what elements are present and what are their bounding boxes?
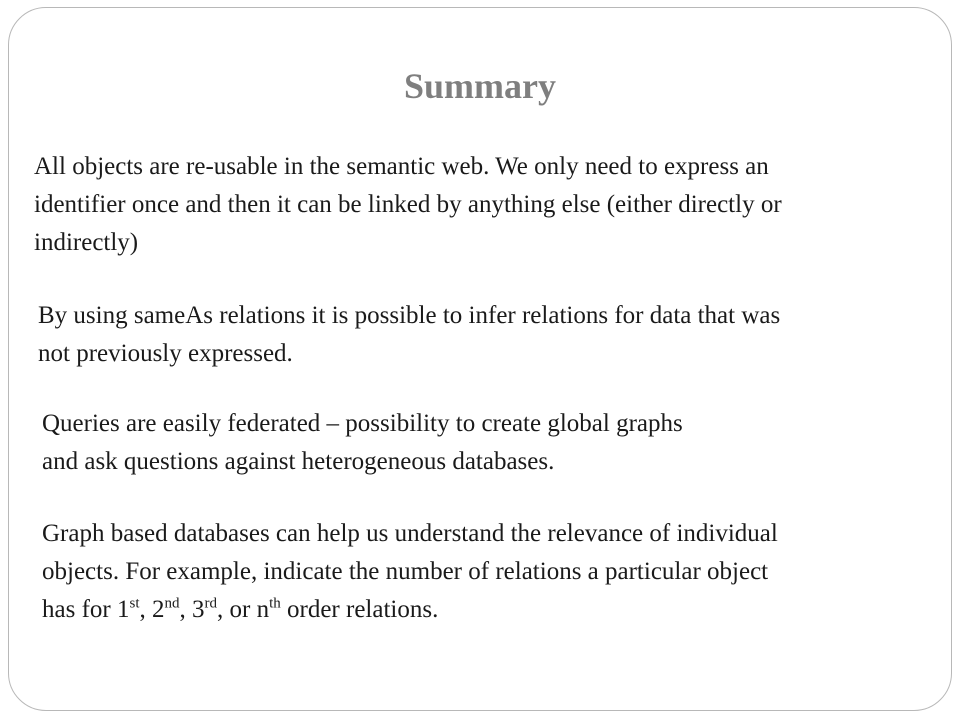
paragraph-line: Queries are easily federated – possibility to create global graphs [42,410,683,437]
text-segment: has for 1 [42,596,130,623]
text-segment: order relations. [280,596,439,623]
ordinal-superscript: rd [204,595,217,612]
ordinal-superscript: th [269,595,281,612]
text-segment: , or n [217,596,270,623]
paragraph-graph-databases [42,515,778,629]
paragraph-line: All objects are re-usable in the semantic web. We only need to express an [34,153,769,180]
paragraph-federated-queries [42,405,683,481]
text-segment: , 2 [139,596,165,623]
ordinal-superscript: st [129,595,140,612]
paragraph-line: objects. For example, indicate the number of relations a particular object [42,558,769,585]
paragraph-reusable-objects [34,148,782,262]
paragraph-last-line [42,596,438,623]
paragraph-line: not previously expressed. [38,340,293,367]
paragraph-line: indirectly) [34,229,139,256]
slide-title: Summary [404,66,556,106]
paragraph-line: and ask questions against heterogeneous databases. [42,448,555,475]
paragraph-line: Graph based databases can help us understand the relevance of individual [42,520,778,547]
paragraph-line: By using sameAs relations it is possible to infer relations for data that was [38,302,781,329]
text-segment: , 3 [179,596,205,623]
ordinal-superscript: nd [164,595,180,612]
paragraph-line: identifier once and then it can be linked by anything else (either directly or [34,191,782,218]
paragraph-sameas-relations [38,297,780,373]
